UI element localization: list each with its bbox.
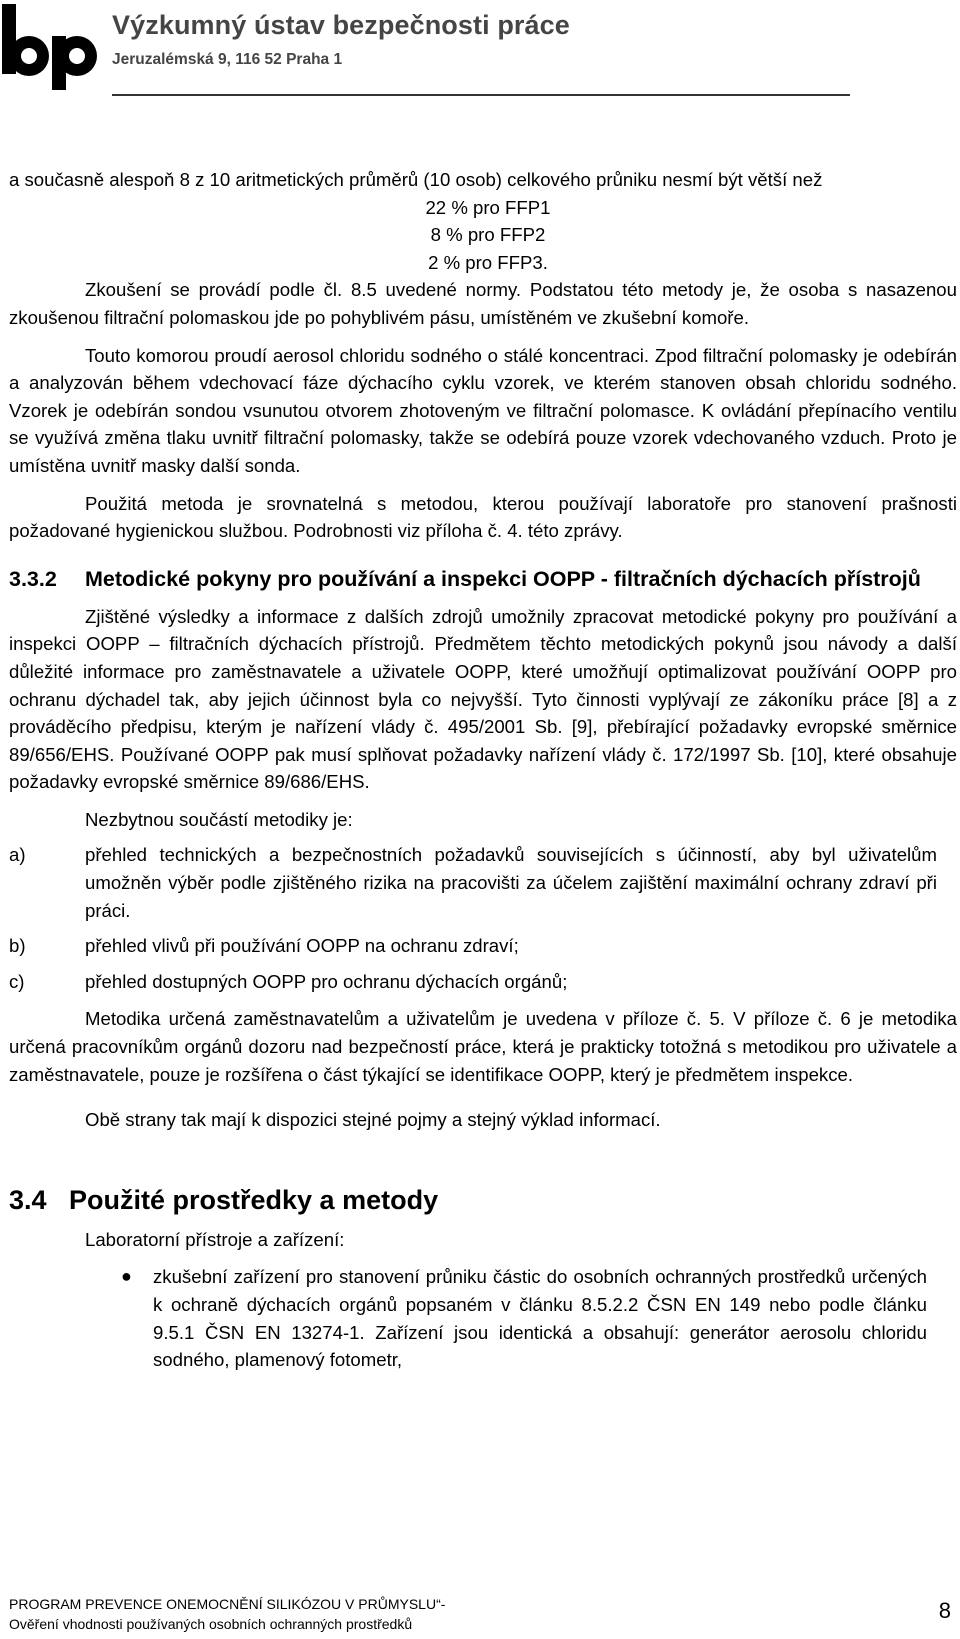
paragraph-intro: a současně alespoň 8 z 10 aritmetických průměrů (10 osob) celkového průniku nesmí být větší než: [9, 169, 823, 190]
vubp-logo: [2, 4, 100, 90]
section-number: 3.3.2: [9, 566, 57, 591]
paragraph-aerosol: Touto komorou proudí aerosol chloridu sodného o stálé koncentraci. Zpod filtrační polomasky je odebírán a analyzován během vdechovací fáze dýchacího cyklu vzorek, ve kterém stanoven obsah chloridu sodného. Vzorek je odebírán sondou vsunutou otvorem zhotoveným ve filtrační polomasce. K ovládání přepínacího ventilu se využívá změna tlaku uvnitř filtrační polomasky, takže se odebírá pouze vzorek vdechovaného vzduch. Proto je umístěna uvnitř masky další sonda.: [9, 344, 957, 476]
paragraph-shared-terms: Obě strany tak mají k dispozici stejné pojmy a stejný výklad informací.: [85, 1109, 661, 1131]
list-item: [9, 1263, 957, 1373]
paragraph-comparison: Použitá metoda je srovnatelná s metodou, kterou používají laboratoře pro stanovení prašnosti požadované hygienickou službou. Podrobnosti viz příloha č. 4. této zprávy.: [9, 492, 957, 542]
org-name: Výzkumný ústav bezpečnosti práce: [112, 10, 570, 40]
paragraph-method: Zkoušení se provádí podle čl. 8.5 uvedené normy. Podstatou této metody je, že osoba s nasazenou zkoušenou filtrační polomaskou jde po pohyblivém pásu, umístěném ve zkušební komoře.: [9, 279, 957, 328]
section-number: 3.4: [9, 1184, 47, 1215]
list-marker: b): [9, 935, 26, 957]
limit-ffp3: 2 % pro FFP3.: [428, 251, 548, 273]
section-heading-3-3-2: [9, 565, 957, 593]
limit-ffp1: 22 % pro FFP1: [425, 196, 551, 218]
limit-ffp2: 8 % pro FFP2: [430, 224, 546, 246]
org-address: Jeruzalémská 9, 116 52 Praha 1: [112, 51, 343, 68]
list-marker: c): [9, 970, 25, 992]
paragraph-guidelines: Zjištěné výsledky a informace z dalších zdrojů umožnily zpracovat metodické pokyny pro používání a inspekci OOPP – filtračních dýchacích přístrojů. Předmětem těchto metodických pokynů jsou návody a další důležité informace pro zaměstnavatele a uživatele OOPP, které umožňují optimalizovat používání OOPP pro ochranu dýchadel tak, aby jejich účinnost byla co nejvyšší. Tyto činnosti vyplývají ze zákoníku práce [8] a z prováděcího předpisu, kterým je nařízení vlády č. 495/2001 Sb. [9], přebírající požadavky evropské směrnice 89/656/EHS. Používané OOPP pak musí splňovat požadavky nařízení vlády č. 172/1997 Sb. [10], které obsahuje požadavky evropské směrnice 89/686/EHS.: [9, 605, 957, 793]
paragraph-lab-equipment: Laboratorní přístroje a zařízení:: [85, 1228, 345, 1250]
header-divider: [112, 94, 850, 96]
list-item: [9, 932, 957, 960]
requirements-list: [9, 841, 957, 995]
section-title: Metodické pokyny pro používání a inspekci OOPP - filtračních dýchacích přístrojů: [85, 566, 921, 591]
paragraph-methodology-parts: Nezbytnou součástí metodiky je:: [85, 808, 353, 830]
page-number: 8: [938, 1598, 951, 1623]
page-footer: [9, 1596, 957, 1639]
list-item: [9, 841, 957, 924]
list-text: zkušební zařízení pro stanovení průniku částic do osobních ochranných prostředků určených k ochraně dýchacích orgánů popsaném v článku 8.5.2.2 ČSN EN 149 nebo podle článku 9.5.1 ČSN EN 13274-1. Zařízení jsou identická a obsahují: generátor aerosolu chloridu sodného, plamenový fotometr,: [153, 1266, 927, 1371]
list-text: přehled vlivů při používání OOPP na ochranu zdraví;: [85, 935, 519, 957]
list-text: přehled dostupných OOPP pro ochranu dýchacích orgánů;: [85, 970, 568, 992]
bullet-icon: ●: [121, 1266, 132, 1287]
list-item: [9, 968, 957, 996]
footer-report-title: Ověření vhodnosti používaných osobních ochranných prostředků: [9, 1616, 413, 1632]
list-text: přehled technických a bezpečnostních požadavků souvisejících s účinností, aby byl uživatelům umožněn výběr podle zjištěného rizika na pracovišti za účelem zajištění maximální ochrany zdraví při práci.: [85, 844, 937, 921]
footer-program-title: PROGRAM PREVENCE ONEMOCNĚNÍ SILIKÓZOU V PRŮMYSLU“-: [9, 1596, 446, 1612]
paragraph-annexes: Metodika určená zaměstnavatelům a uživatelům je uvedena v příloze č. 5. V příloze č. 6 je metodika určená pracovníkům orgánů dozoru nad bezpečností práce, která je prakticky totožná s metodikou pro uživatele a zaměstnavatele, pouze je rozšířena o část týkající se identifikace OOPP, který je předmětem inspekce.: [9, 1008, 957, 1085]
page-header: [0, 0, 960, 100]
section-title: Použité prostředky a metody: [69, 1184, 439, 1215]
list-marker: a): [9, 844, 26, 866]
page-body: [9, 166, 957, 1374]
section-heading-3-4: [9, 1184, 957, 1216]
